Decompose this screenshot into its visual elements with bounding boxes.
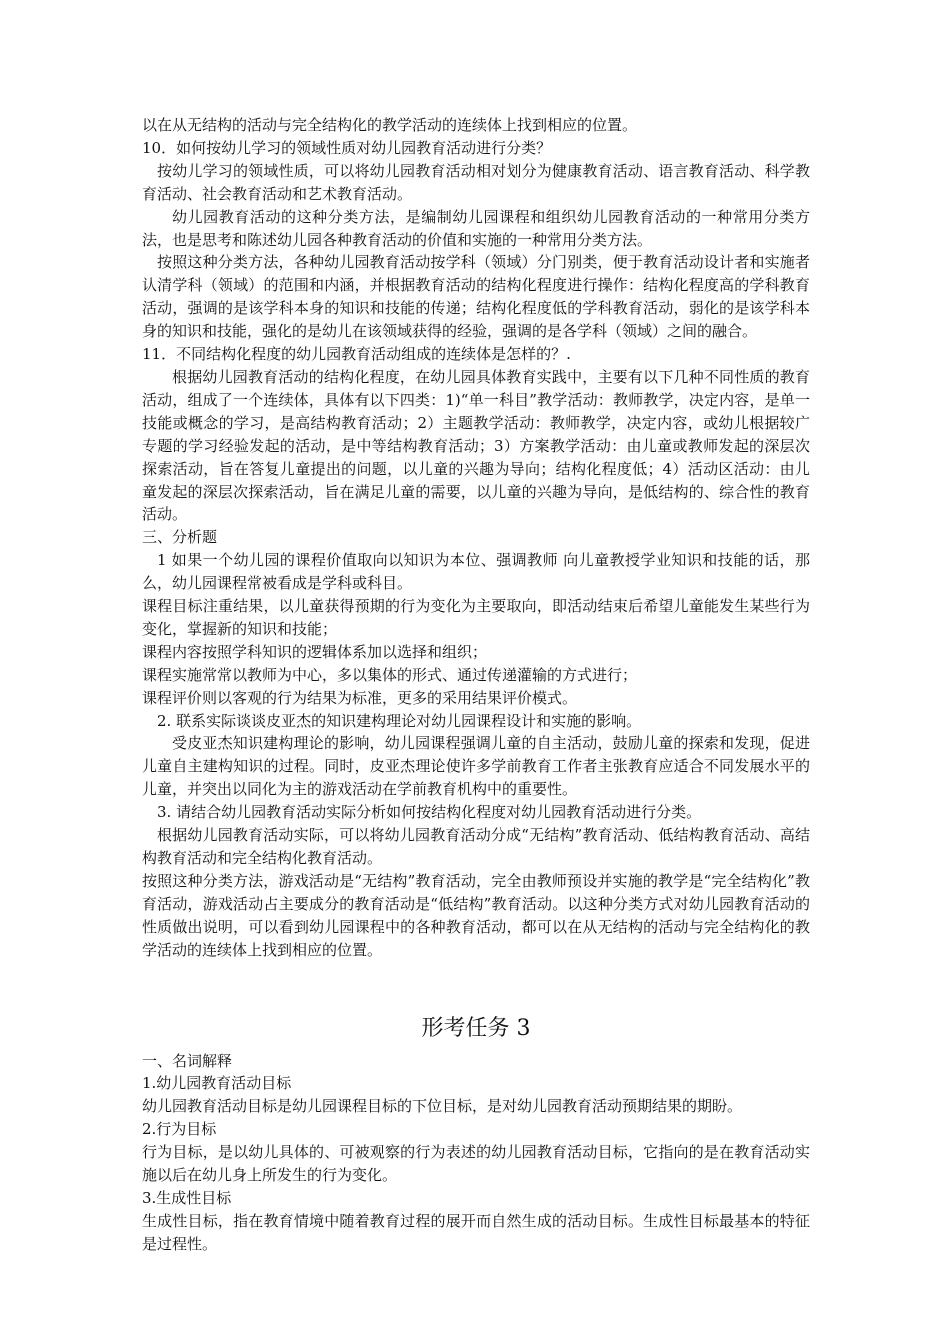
term-heading: 3.生成性目标 xyxy=(142,1188,232,1207)
paragraph: 按照这种分类方法，游戏活动是“无结构”教育活动，完全由教师预设并实施的教学是“完全结构化”教育活动，游戏活动占主要成分的教育活动是“低结构”教育活动。以这种分类方式对幼儿园教育活动的性质做出说明，可以看到幼儿园课程中的各种教育活动，都可以在从无结构的活动与完全结构化的教学活动的连续体上找到相应的位置。 xyxy=(142,871,810,959)
paragraph: 课程实施常常以教师为中心，多以集体的形式、通过传递灌输的方式进行； xyxy=(142,665,638,684)
paragraph: 以在从无结构的活动与完全结构化的教学活动的连续体上找到相应的位置。 xyxy=(142,116,638,134)
question-heading: 3. 请结合幼儿园教育活动实际分析如何按结构化程度对幼儿园教育活动进行分类。 xyxy=(157,803,702,822)
paragraph: 行为目标，是以幼儿具体的、可被观察的行为表述的幼儿园教育活动目标，它指向的是在教育活动实施以后在幼儿身上所发生的行为变化。 xyxy=(142,1143,810,1185)
question-heading: 2. 联系实际谈谈皮亚杰的知识建构理论对幼儿园课程设计和实施的影响。 xyxy=(157,711,642,730)
question-heading: 10．如何按幼儿学习的领域性质对幼儿园教育活动进行分类？ xyxy=(142,138,552,157)
question-heading: 11．不同结构化程度的幼儿园教育活动组成的连续体是怎样的？. xyxy=(142,345,571,364)
paragraph: 1 如果一个幼儿园的课程价值取向以知识为本位、强调教师 向儿童教授学业知识和技能的话，那么，幼儿园课程常被看成是学科或科目。 xyxy=(142,551,810,593)
paragraph: 生成性目标，指在教育情境中随着教育过程的展开而自然生成的活动目标。生成性目标最基本的特征是过程性。 xyxy=(142,1211,810,1253)
section-heading: 三、分析题 xyxy=(142,528,218,547)
term-heading: 1.幼儿园教育活动目标 xyxy=(142,1074,292,1093)
paragraph: 幼儿园教育活动目标是幼儿园课程目标的下位目标，是对幼儿园教育活动预期结果的期盼。 xyxy=(142,1097,743,1116)
paragraph: 课程评价则以客观的行为结果为标准，更多的采用结果评价模式。 xyxy=(142,688,578,707)
paragraph: 幼儿园教育活动的这种分类方法，是编制幼儿园课程和组织幼儿园教育活动的一种常用分类方法，也是思考和陈述幼儿园各种教育活动的价值和实施的一种常用分类方法。 xyxy=(142,207,810,249)
paragraph: 根据幼儿园教育活动的结构化程度，在幼儿园具体教育实践中，主要有以下几种不同性质的教育活动，组成了一个连续体，具体有以下四类：1)“单一科目”教学活动：教师教学，决定内容，是单一技能或概念的学习，是高结构教育活动；2）主题教学活动：教师教学，决定内容，或幼儿根据较广专题的学习经验发起的活动，是中等结构教育活动；3）方案教学活动：由儿童或教师发起的深层次探索活动，旨在答复儿童提出的问题，以儿童的兴趣为导向；结构化程度低；4）活动区活动：由儿童发起的深层次探索活动，旨在满足儿童的需要，以儿童的兴趣为导向，是低结构的、综合性的教育活动。 xyxy=(142,367,810,524)
paragraph: 受皮亚杰知识建构理论的影响，幼儿园课程强调儿童的自主活动，鼓励儿童的探索和发现，促进儿童自主建构知识的过程。同时，皮亚杰理论使许多学前教育工作者主张教育应适合不同发展水平的儿童，并突出以同化为主的游戏活动在学前教育机构中的重要性。 xyxy=(142,734,810,799)
paragraph: 按幼儿学习的领域性质，可以将幼儿园教育活动相对划分为健康教育活动、语言教育活动、科学教育活动、社会教育活动和艺术教育活动。 xyxy=(142,161,810,203)
section-title: 形考任务 3 xyxy=(421,1015,531,1041)
paragraph: 按照这种分类方法，各种幼儿园教育活动按学科（领域）分门别类，便于教育活动设计者和实施者认清学科（领域）的范围和内涵，并根据教育活动的结构化程度进行操作：结构化程度高的学科教育活动，强调的是该学科本身的知识和技能的传递；结构化程度低的学科教育活动，弱化的是该学科本身的知识和技能，强化的是幼儿在该领域获得的经验，强调的是各学科（领域）之间的融合。 xyxy=(142,253,810,341)
paragraph: 课程内容按照学科知识的逻辑体系加以选择和组织； xyxy=(142,642,488,661)
paragraph: 根据幼儿园教育活动实际，可以将幼儿园教育活动分成“无结构”教育活动、低结构教育活动、高结构教育活动和完全结构化教育活动。 xyxy=(142,826,810,867)
paragraph: 课程目标注重结果，以儿童获得预期的行为变化为主要取向，即活动结束后希望儿童能发生某些行为变化，掌握新的知识和技能； xyxy=(142,597,810,638)
document-page xyxy=(142,114,810,1256)
term-heading: 2.行为目标 xyxy=(142,1120,217,1139)
section-heading: 一、名词解释 xyxy=(142,1051,233,1070)
